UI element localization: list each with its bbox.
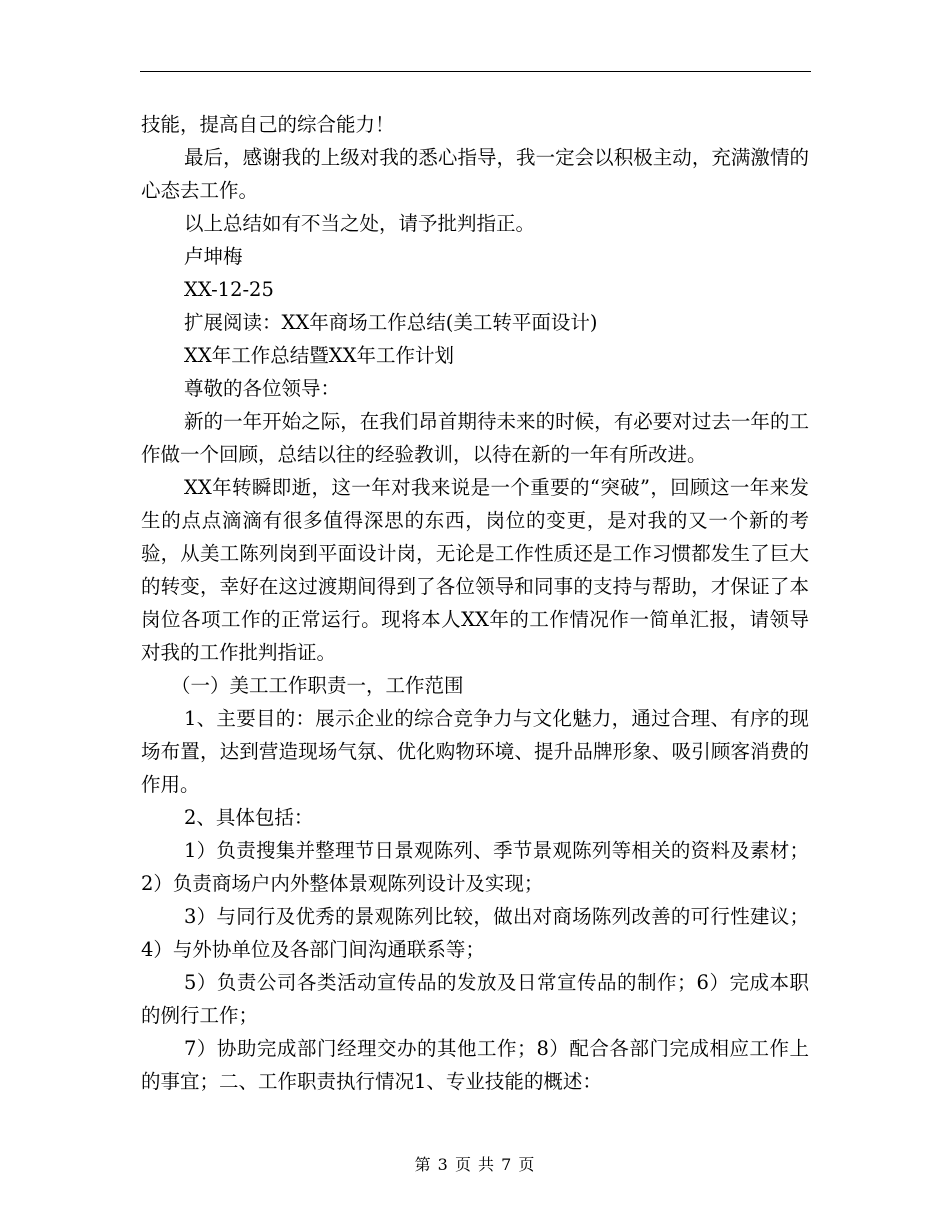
page-footer: 第 3 页 共 7 页 [414, 1155, 536, 1174]
paragraph: 卢坤梅 [184, 245, 243, 268]
paragraph: 7）协助完成部门经理交办的其他工作；8）配合各部门完成相应工作上的事宜；二、工作职责执行情况1、专业技能的概述： [141, 1037, 809, 1093]
paragraph: 1、主要目的：展示企业的综合竞争力与文化魅力，通过合理、有序的现场布置，达到营造现场气氛、优化购物环境、提升品牌形象、吸引顾客消费的作用。 [141, 707, 809, 796]
paragraph: 技能，提高自己的综合能力！ [141, 113, 395, 136]
header-rule [140, 71, 811, 72]
paragraph: 1）负责搜集并整理节日景观陈列、季节景观陈列等相关的资料及素材；2）负责商场户内外整体景观陈列设计及实现； [141, 839, 809, 895]
paragraph: 新的一年开始之际，在我们昂首期待未来的时候，有必要对过去一年的工作做一个回顾，总结以往的经验教训，以待在新的一年有所改进。 [141, 410, 809, 466]
paragraph: XX年转瞬即逝，这一年对我来说是一个重要的“突破”，回顾这一年来发生的点点滴滴有很多值得深思的东西，岗位的变更，是对我的又一个新的考验，从美工陈列岗到平面设计岗，无论是工作性质还是工作习惯都发生了巨大的转变，幸好在这过渡期间得到了各位领导和同事的支持与帮助，才保证了本岗位各项工作的正常运行。现将本人XX年的工作情况作一简单汇报，请领导对我的工作批判指证。 [141, 476, 809, 664]
paragraph: 2、具体包括： [184, 806, 314, 829]
paragraph: 扩展阅读：XX年商场工作总结(美工转平面设计) [184, 311, 598, 334]
paragraph: 以上总结如有不当之处，请予批判指正。 [184, 212, 536, 235]
document-body [141, 108, 809, 1098]
paragraph: XX-12-25 [184, 278, 274, 301]
paragraph: 尊敬的各位领导： [184, 377, 341, 400]
paragraph: 3）与同行及优秀的景观陈列比较，做出对商场陈列改善的可行性建议；4）与外协单位及各部门间沟通联系等； [141, 905, 809, 961]
paragraph: 5）负责公司各类活动宣传品的发放及日常宣传品的制作；6）完成本职的例行工作； [141, 971, 809, 1027]
paragraph: XX年工作总结暨XX年工作计划 [184, 344, 455, 367]
paragraph: （一）美工工作职责一，工作范围 [171, 674, 464, 697]
paragraph: 最后，感谢我的上级对我的悉心指导，我一定会以积极主动，充满激情的心态去工作。 [141, 146, 809, 202]
